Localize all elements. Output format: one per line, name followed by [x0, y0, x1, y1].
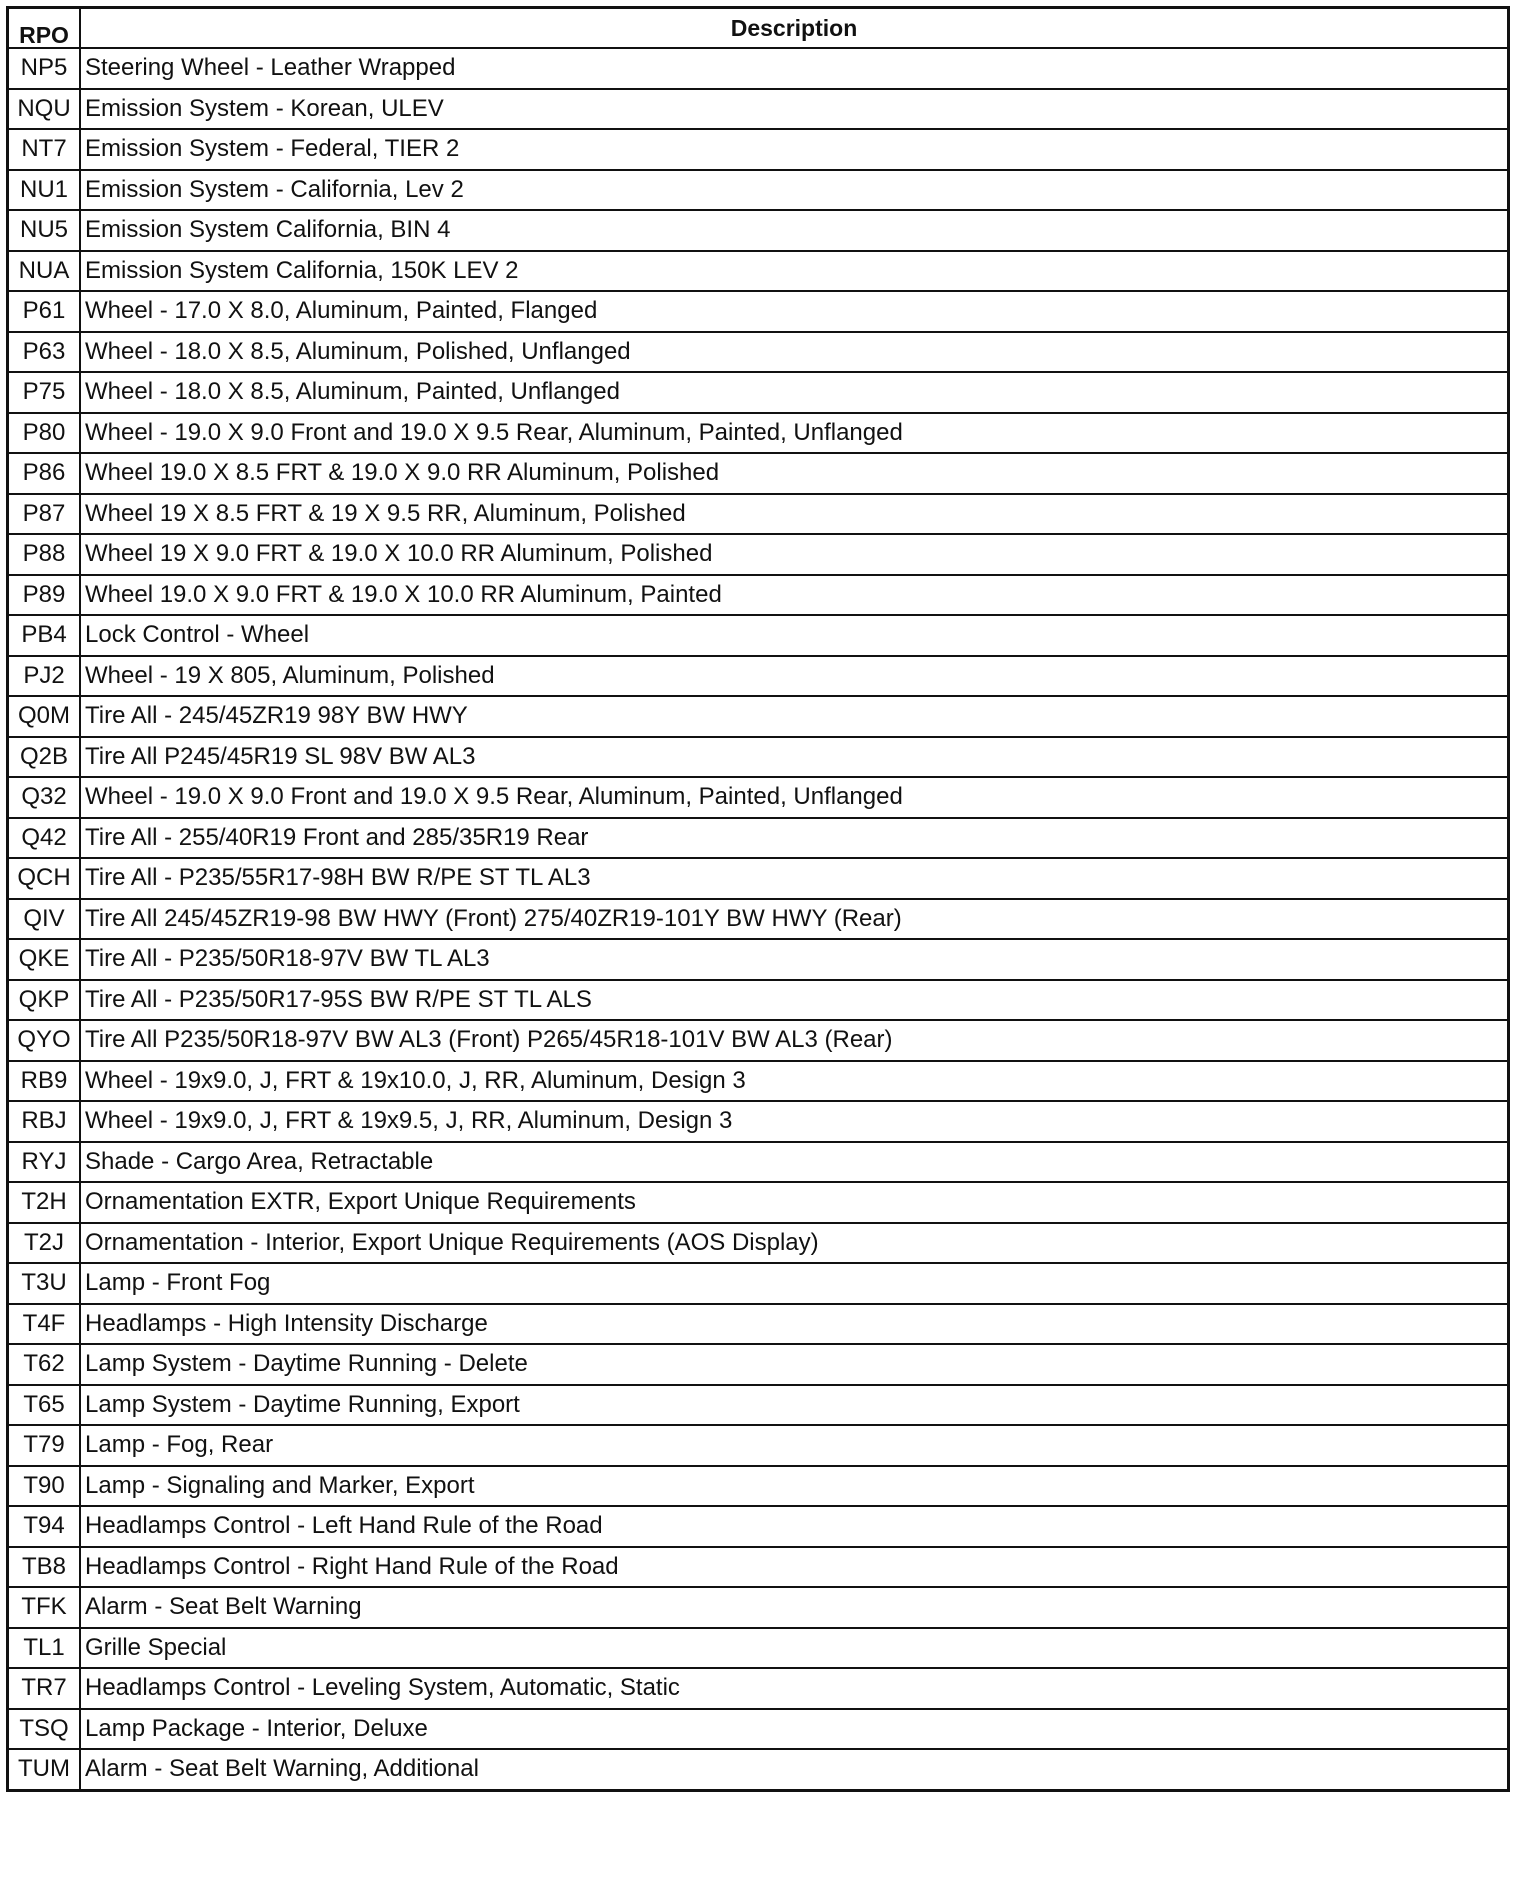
table-row	[8, 899, 1509, 940]
description-cell: Emission System California, 150K LEV 2	[80, 251, 1509, 292]
description-cell: Wheel - 18.0 X 8.5, Aluminum, Painted, Unflanged	[80, 372, 1509, 413]
table-row	[8, 939, 1509, 980]
table-row	[8, 1668, 1509, 1709]
description-cell: Tire All - 255/40R19 Front and 285/35R19 Rear	[80, 818, 1509, 859]
description-cell: Lamp System - Daytime Running - Delete	[80, 1344, 1509, 1385]
rpo-table	[6, 6, 1510, 1792]
description-cell: Wheel - 19.0 X 9.0 Front and 19.0 X 9.5 Rear, Aluminum, Painted, Unflanged	[80, 777, 1509, 818]
rpo-code-cell: TB8	[8, 1547, 81, 1588]
description-cell: Wheel - 17.0 X 8.0, Aluminum, Painted, Flanged	[80, 291, 1509, 332]
description-cell: Wheel - 19x9.0, J, FRT & 19x10.0, J, RR, Aluminum, Design 3	[80, 1061, 1509, 1102]
table-row	[8, 1547, 1509, 1588]
rpo-code-cell: PJ2	[8, 656, 81, 697]
description-cell: Steering Wheel - Leather Wrapped	[80, 48, 1509, 89]
description-cell: Lamp System - Daytime Running, Export	[80, 1385, 1509, 1426]
rpo-code-cell: TFK	[8, 1587, 81, 1628]
description-cell: Grille Special	[80, 1628, 1509, 1669]
table-row	[8, 615, 1509, 656]
table-row	[8, 210, 1509, 251]
description-cell: Alarm - Seat Belt Warning	[80, 1587, 1509, 1628]
table-row	[8, 129, 1509, 170]
description-cell: Emission System - Korean, ULEV	[80, 89, 1509, 130]
table-row	[8, 413, 1509, 454]
rpo-code-cell: T4F	[8, 1304, 81, 1345]
table-row	[8, 372, 1509, 413]
header-row	[8, 8, 1509, 49]
rpo-code-cell: T90	[8, 1466, 81, 1507]
description-cell: Headlamps - High Intensity Discharge	[80, 1304, 1509, 1345]
rpo-code-cell: QIV	[8, 899, 81, 940]
table-row	[8, 534, 1509, 575]
header-description: Description	[80, 8, 1509, 49]
rpo-code-cell: T3U	[8, 1263, 81, 1304]
description-cell: Alarm - Seat Belt Warning, Additional	[80, 1749, 1509, 1790]
rpo-code-cell: P61	[8, 291, 81, 332]
table-row	[8, 1587, 1509, 1628]
rpo-code-cell: T65	[8, 1385, 81, 1426]
rpo-code-cell: P87	[8, 494, 81, 535]
description-cell: Emission System California, BIN 4	[80, 210, 1509, 251]
table-row	[8, 1628, 1509, 1669]
rpo-code-cell: P75	[8, 372, 81, 413]
table-row	[8, 1142, 1509, 1183]
table-row	[8, 777, 1509, 818]
description-cell: Tire All P245/45R19 SL 98V BW AL3	[80, 737, 1509, 778]
description-cell: Shade - Cargo Area, Retractable	[80, 1142, 1509, 1183]
description-cell: Lamp - Fog, Rear	[80, 1425, 1509, 1466]
rpo-code-cell: TL1	[8, 1628, 81, 1669]
rpo-code-cell: QYO	[8, 1020, 81, 1061]
description-cell: Wheel 19.0 X 9.0 FRT & 19.0 X 10.0 RR Aluminum, Painted	[80, 575, 1509, 616]
description-cell: Wheel - 19x9.0, J, FRT & 19x9.5, J, RR, Aluminum, Design 3	[80, 1101, 1509, 1142]
table-row	[8, 251, 1509, 292]
description-cell: Headlamps Control - Left Hand Rule of the Road	[80, 1506, 1509, 1547]
table-row	[8, 575, 1509, 616]
rpo-code-cell: PB4	[8, 615, 81, 656]
rpo-code-cell: QCH	[8, 858, 81, 899]
table-row	[8, 1709, 1509, 1750]
description-cell: Emission System - California, Lev 2	[80, 170, 1509, 211]
description-cell: Tire All 245/45ZR19-98 BW HWY (Front) 275/40ZR19-101Y BW HWY (Rear)	[80, 899, 1509, 940]
table-row	[8, 980, 1509, 1021]
table-row	[8, 1425, 1509, 1466]
rpo-code-cell: T79	[8, 1425, 81, 1466]
description-cell: Tire All P235/50R18-97V BW AL3 (Front) P265/45R18-101V BW AL3 (Rear)	[80, 1020, 1509, 1061]
table-row	[8, 494, 1509, 535]
rpo-code-cell: T94	[8, 1506, 81, 1547]
header-rpo: RPO	[8, 8, 81, 49]
table-row	[8, 656, 1509, 697]
table-row	[8, 1182, 1509, 1223]
table-row	[8, 170, 1509, 211]
rpo-code-cell: QKE	[8, 939, 81, 980]
description-cell: Wheel 19 X 9.0 FRT & 19.0 X 10.0 RR Aluminum, Polished	[80, 534, 1509, 575]
description-cell: Headlamps Control - Leveling System, Automatic, Static	[80, 1668, 1509, 1709]
rpo-code-cell: RYJ	[8, 1142, 81, 1183]
rpo-code-cell: Q2B	[8, 737, 81, 778]
rpo-code-cell: Q32	[8, 777, 81, 818]
rpo-table-container	[6, 6, 1510, 1792]
rpo-code-cell: P89	[8, 575, 81, 616]
table-row	[8, 291, 1509, 332]
table-row	[8, 1223, 1509, 1264]
table-row	[8, 48, 1509, 89]
description-cell: Tire All - P235/50R18-97V BW TL AL3	[80, 939, 1509, 980]
table-body	[8, 48, 1509, 1790]
description-cell: Lock Control - Wheel	[80, 615, 1509, 656]
rpo-code-cell: TUM	[8, 1749, 81, 1790]
rpo-code-cell: T62	[8, 1344, 81, 1385]
rpo-code-cell: TR7	[8, 1668, 81, 1709]
rpo-code-cell: TSQ	[8, 1709, 81, 1750]
table-row	[8, 1466, 1509, 1507]
description-cell: Lamp - Signaling and Marker, Export	[80, 1466, 1509, 1507]
rpo-code-cell: NT7	[8, 129, 81, 170]
description-cell: Lamp Package - Interior, Deluxe	[80, 1709, 1509, 1750]
description-cell: Emission System - Federal, TIER 2	[80, 129, 1509, 170]
rpo-code-cell: NUA	[8, 251, 81, 292]
table-row	[8, 1749, 1509, 1790]
rpo-code-cell: RBJ	[8, 1101, 81, 1142]
table-row	[8, 1101, 1509, 1142]
description-cell: Wheel - 19.0 X 9.0 Front and 19.0 X 9.5 Rear, Aluminum, Painted, Unflanged	[80, 413, 1509, 454]
table-row	[8, 1061, 1509, 1102]
table-row	[8, 1385, 1509, 1426]
table-row	[8, 453, 1509, 494]
table-row	[8, 696, 1509, 737]
rpo-code-cell: Q0M	[8, 696, 81, 737]
rpo-code-cell: RB9	[8, 1061, 81, 1102]
description-cell: Tire All - 245/45ZR19 98Y BW HWY	[80, 696, 1509, 737]
rpo-code-cell: T2J	[8, 1223, 81, 1264]
rpo-code-cell: P80	[8, 413, 81, 454]
rpo-code-cell: NU5	[8, 210, 81, 251]
rpo-code-cell: T2H	[8, 1182, 81, 1223]
table-row	[8, 818, 1509, 859]
rpo-code-cell: NU1	[8, 170, 81, 211]
rpo-code-cell: P63	[8, 332, 81, 373]
description-cell: Headlamps Control - Right Hand Rule of the Road	[80, 1547, 1509, 1588]
description-cell: Ornamentation EXTR, Export Unique Requirements	[80, 1182, 1509, 1223]
rpo-code-cell: NQU	[8, 89, 81, 130]
description-cell: Wheel - 19 X 805, Aluminum, Polished	[80, 656, 1509, 697]
description-cell: Wheel - 18.0 X 8.5, Aluminum, Polished, Unflanged	[80, 332, 1509, 373]
table-row	[8, 858, 1509, 899]
rpo-code-cell: P88	[8, 534, 81, 575]
description-cell: Wheel 19.0 X 8.5 FRT & 19.0 X 9.0 RR Aluminum, Polished	[80, 453, 1509, 494]
table-row	[8, 1506, 1509, 1547]
description-cell: Tire All - P235/55R17-98H BW R/PE ST TL AL3	[80, 858, 1509, 899]
rpo-code-cell: QKP	[8, 980, 81, 1021]
table-row	[8, 1344, 1509, 1385]
rpo-code-cell: NP5	[8, 48, 81, 89]
rpo-code-cell: Q42	[8, 818, 81, 859]
table-row	[8, 1020, 1509, 1061]
description-cell: Ornamentation - Interior, Export Unique Requirements (AOS Display)	[80, 1223, 1509, 1264]
table-row	[8, 737, 1509, 778]
table-row	[8, 89, 1509, 130]
description-cell: Tire All - P235/50R17-95S BW R/PE ST TL ALS	[80, 980, 1509, 1021]
description-cell: Lamp - Front Fog	[80, 1263, 1509, 1304]
table-row	[8, 1263, 1509, 1304]
rpo-code-cell: P86	[8, 453, 81, 494]
description-cell: Wheel 19 X 8.5 FRT & 19 X 9.5 RR, Aluminum, Polished	[80, 494, 1509, 535]
table-row	[8, 1304, 1509, 1345]
table-row	[8, 332, 1509, 373]
